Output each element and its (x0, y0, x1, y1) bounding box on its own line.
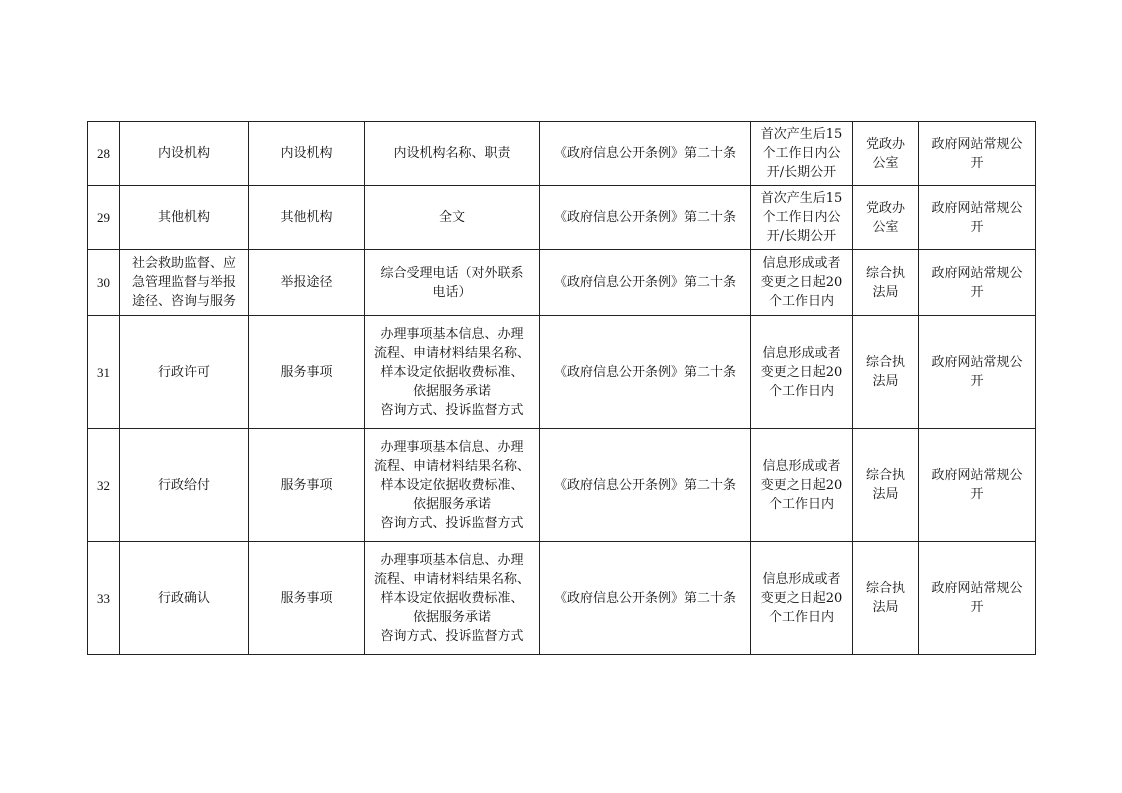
info-subcategory: 内设机构 (249, 122, 365, 186)
info-subcategory: 服务事项 (249, 429, 365, 542)
row-number: 29 (88, 186, 120, 250)
info-category: 行政确认 (120, 542, 249, 655)
row-number: 32 (88, 429, 120, 542)
disclosure-basis: 《政府信息公开条例》第二十条 (540, 250, 751, 316)
responsible-department: 综合执 法局 (853, 429, 919, 542)
row-number: 28 (88, 122, 120, 186)
info-category: 社会救助监督、应 急管理监督与举报 途径、咨询与服务 (120, 250, 249, 316)
table-row (88, 429, 1036, 542)
responsible-department: 党政办 公室 (853, 122, 919, 186)
responsible-department: 综合执 法局 (853, 542, 919, 655)
info-category: 行政给付 (120, 429, 249, 542)
responsible-department: 综合执 法局 (853, 316, 919, 429)
disclosure-content: 综合受理电话（对外联系 电话） (365, 250, 540, 316)
info-subcategory: 服务事项 (249, 316, 365, 429)
disclosure-method: 政府网站常规公 开 (919, 122, 1036, 186)
responsible-department: 综合执 法局 (853, 250, 919, 316)
info-category: 行政许可 (120, 316, 249, 429)
disclosure-timeline: 首次产生后15 个工作日内公 开/长期公开 (751, 186, 853, 250)
info-category: 其他机构 (120, 186, 249, 250)
disclosure-method: 政府网站常规公 开 (919, 542, 1036, 655)
disclosure-timeline: 信息形成或者 变更之日起20 个工作日内 (751, 542, 853, 655)
disclosure-basis: 《政府信息公开条例》第二十条 (540, 542, 751, 655)
info-category: 内设机构 (120, 122, 249, 186)
row-number: 31 (88, 316, 120, 429)
disclosure-timeline: 首次产生后15 个工作日内公 开/长期公开 (751, 122, 853, 186)
row-number: 33 (88, 542, 120, 655)
disclosure-timeline: 信息形成或者 变更之日起20 个工作日内 (751, 250, 853, 316)
table-row (88, 122, 1036, 186)
row-number: 30 (88, 250, 120, 316)
disclosure-basis: 《政府信息公开条例》第二十条 (540, 429, 751, 542)
disclosure-timeline: 信息形成或者 变更之日起20 个工作日内 (751, 429, 853, 542)
disclosure-content: 内设机构名称、职责 (365, 122, 540, 186)
info-subcategory: 服务事项 (249, 542, 365, 655)
table-row (88, 186, 1036, 250)
disclosure-timeline: 信息形成或者 变更之日起20 个工作日内 (751, 316, 853, 429)
responsible-department: 党政办 公室 (853, 186, 919, 250)
info-subcategory: 举报途径 (249, 250, 365, 316)
disclosure-method: 政府网站常规公 开 (919, 429, 1036, 542)
disclosure-basis: 《政府信息公开条例》第二十条 (540, 316, 751, 429)
disclosure-method: 政府网站常规公 开 (919, 316, 1036, 429)
info-subcategory: 其他机构 (249, 186, 365, 250)
table-row (88, 250, 1036, 316)
disclosure-method: 政府网站常规公 开 (919, 186, 1036, 250)
disclosure-basis: 《政府信息公开条例》第二十条 (540, 186, 751, 250)
disclosure-content: 办理事项基本信息、办理 流程、申请材料结果名称、 样本设定依据收费标准、 依据服务承诺 咨询方式、投诉监督方式 (365, 542, 540, 655)
disclosure-content: 办理事项基本信息、办理 流程、申请材料结果名称、 样本设定依据收费标准、 依据服务承诺 咨询方式、投诉监督方式 (365, 316, 540, 429)
disclosure-content: 全文 (365, 186, 540, 250)
disclosure-content: 办理事项基本信息、办理 流程、申请材料结果名称、 样本设定依据收费标准、 依据服务承诺 咨询方式、投诉监督方式 (365, 429, 540, 542)
disclosure-basis: 《政府信息公开条例》第二十条 (540, 122, 751, 186)
disclosure-table (87, 121, 1036, 655)
table-row (88, 542, 1036, 655)
table-row (88, 316, 1036, 429)
disclosure-method: 政府网站常规公 开 (919, 250, 1036, 316)
